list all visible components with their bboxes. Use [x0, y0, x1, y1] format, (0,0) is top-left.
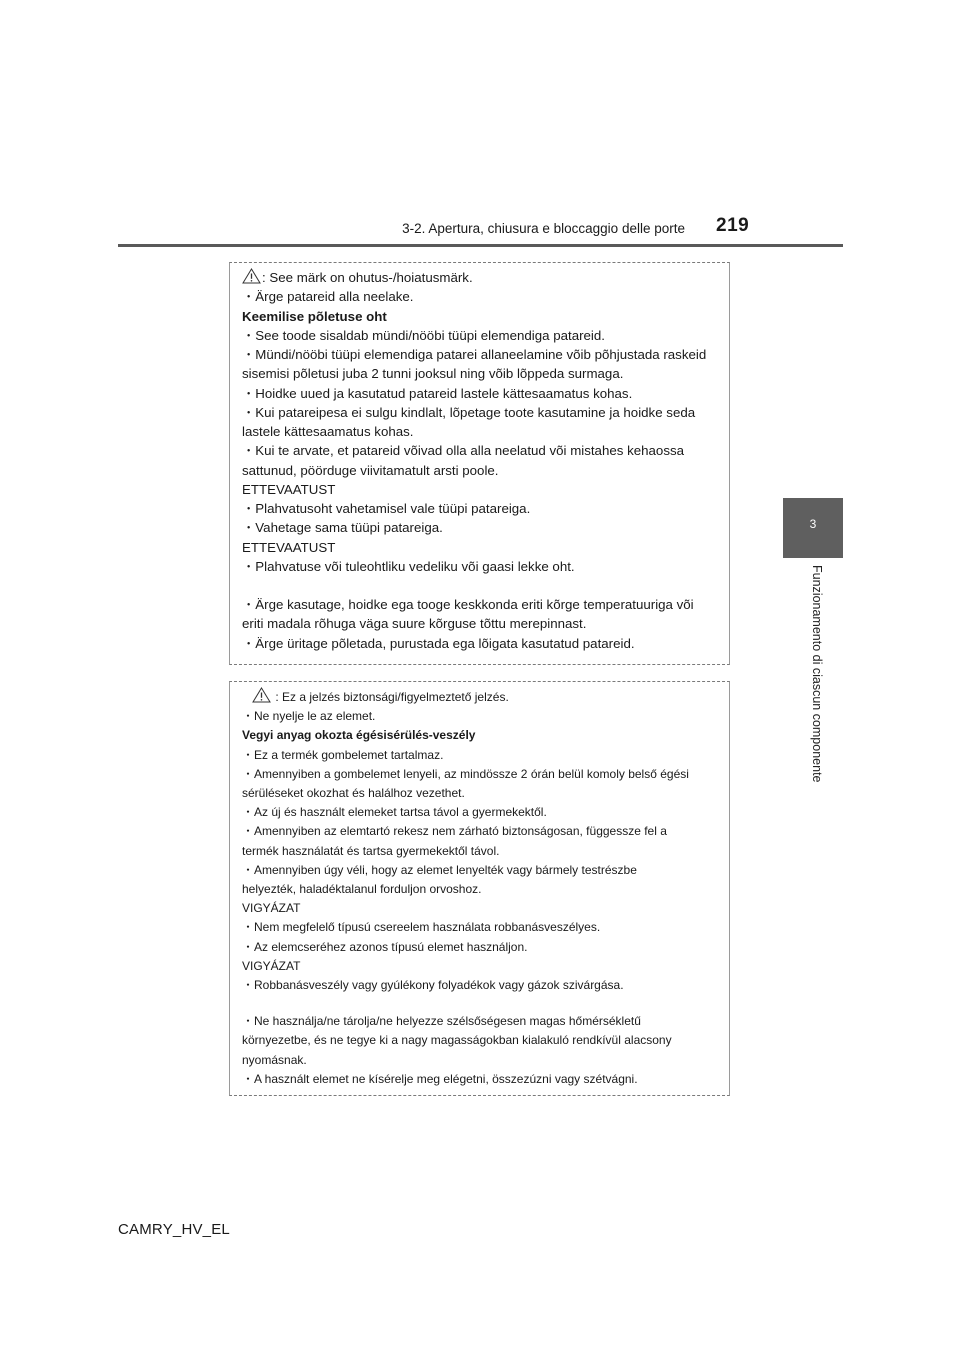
box-line: ・Ärge üritage põletada, purustada ega lõigata kasutatud patareid.: [242, 635, 635, 651]
box-line: ・Ez a termék gombelemet tartalmaz.: [242, 747, 444, 762]
box-line: nyomásnak.: [242, 1052, 307, 1067]
box-line: eriti madala rõhuga väga suure kõrguse tõttu merepinnast.: [242, 616, 587, 632]
box-line: ・Ne nyelje le az elemet.: [242, 709, 376, 724]
box-subheading: Keemilise põletuse oht: [242, 308, 387, 324]
box-line: ・Ärge patareid alla neelake.: [242, 289, 414, 305]
box-line: ・Vahetage sama tüüpi patareiga.: [242, 520, 443, 536]
box-line: lastele kättesaamatus kohas.: [242, 424, 414, 439]
box-line: sérüléseket okozhat és halálhoz vezethet.: [242, 786, 465, 801]
page-number: 219: [716, 215, 750, 236]
warning-heading-line: [242, 268, 725, 287]
warning-triangle-icon: [242, 268, 261, 284]
box-line: ・A használt elemet ne kísérelje meg elégetni, összezúzni vagy szétvágni.: [242, 1071, 638, 1086]
box-subheading: ETTEVAATUST: [242, 481, 336, 497]
box-line: ・Nem megfelelő típusú csereelem használata robbanásveszélyes.: [242, 920, 601, 935]
section-title: 3-2. Apertura, chiusura e bloccaggio delle porte: [402, 221, 685, 236]
chapter-label: Funzionamento di ciascun componente: [810, 565, 824, 783]
box-line: ・Ne használja/ne tárolja/ne helyezze szélsőségesen magas hőmérsékletű: [242, 1014, 641, 1029]
warning-heading-text: : See märk on ohutus-/hoiatusmärk.: [262, 270, 473, 285]
spacer: [242, 576, 725, 595]
box-subheading: Vegyi anyag okozta égésisérülés-veszély: [242, 728, 476, 743]
box-line: ・Az új és használt elemeket tartsa távol a gyermekektől.: [242, 805, 547, 820]
box-subheading: VIGYÁZAT: [242, 958, 301, 973]
box-line: ・Plahvatuse või tuleohtliku vedeliku või gaasi lekke oht.: [242, 558, 575, 574]
box-line: helyezték, haladéktalanul forduljon orvoshoz.: [242, 882, 482, 897]
warning-heading-line: [242, 687, 725, 707]
box-line: ・Mündi/nööbi tüüpi elemendiga patarei allaneelamine võib põhjustada raskeid: [242, 347, 707, 362]
header-divider: [118, 244, 843, 247]
box-line: sisemisi põletusi juba 2 tunni jooksul ning võib lõppeda surmaga.: [242, 366, 624, 382]
box-line: ・Kui te arvate, et patareid võivad olla alla neelatud või mistahes kehaossa: [242, 443, 685, 459]
box-line: ・Amennyiben a gombelemet lenyeli, az mindössze 2 órán belül komoly belső égési: [242, 766, 689, 781]
box-line: ・Ärge kasutage, hoidke ega tooge keskkonda eriti kõrge temperatuuriga või: [242, 597, 694, 612]
box-line: ・Plahvatusoht vahetamisel vale tüüpi patareiga.: [242, 501, 531, 516]
box-line: ・Amennyiben az elemtartó rekesz nem zárható biztonságosan, függessze fel a: [242, 824, 667, 839]
box-subheading: ETTEVAATUST: [242, 539, 336, 555]
box-line: sattunud, pöörduge viivitamatult arsti poole.: [242, 462, 499, 478]
box-line: ・Kui patareipesa ei sulgu kindlalt, lõpetage toote kasutamine ja hoidke seda: [242, 404, 696, 420]
warning-box-hungarian: [229, 681, 730, 1096]
chapter-tab: [783, 498, 843, 558]
model-code: CAMRY_HV_EL: [118, 1221, 230, 1238]
box-line: ・Robbanásveszély vagy gyúlékony folyadékok vagy gázok szivárgása.: [242, 978, 624, 993]
spacer: [242, 995, 725, 1012]
warning-box-estonian: [229, 262, 730, 665]
warning-triangle-icon: [252, 687, 271, 703]
box-line: ・Hoidke uued ja kasutatud patareid lastele kättesaamatus kohas.: [242, 385, 633, 401]
box-line: ・Amennyiben úgy véli, hogy az elemet lenyelték vagy bármely testrészbe: [242, 862, 637, 877]
box-subheading: VIGYÁZAT: [242, 901, 301, 916]
box-line: környezetbe, és ne tegye ki a nagy magasságokban kialakuló rendkívül alacsony: [242, 1033, 672, 1048]
chapter-number: 3: [809, 517, 817, 531]
box-line: ・See toode sisaldab mündi/nööbi tüüpi elemendiga patareid.: [242, 327, 605, 343]
warning-heading-text: : Ez a jelzés biztonsági/figyelmeztető jelzés.: [272, 690, 509, 704]
box-line: ・Az elemcseréhez azonos típusú elemet használjon.: [242, 939, 528, 954]
box-line: termék használatát és tartsa gyermekektől távol.: [242, 843, 500, 858]
